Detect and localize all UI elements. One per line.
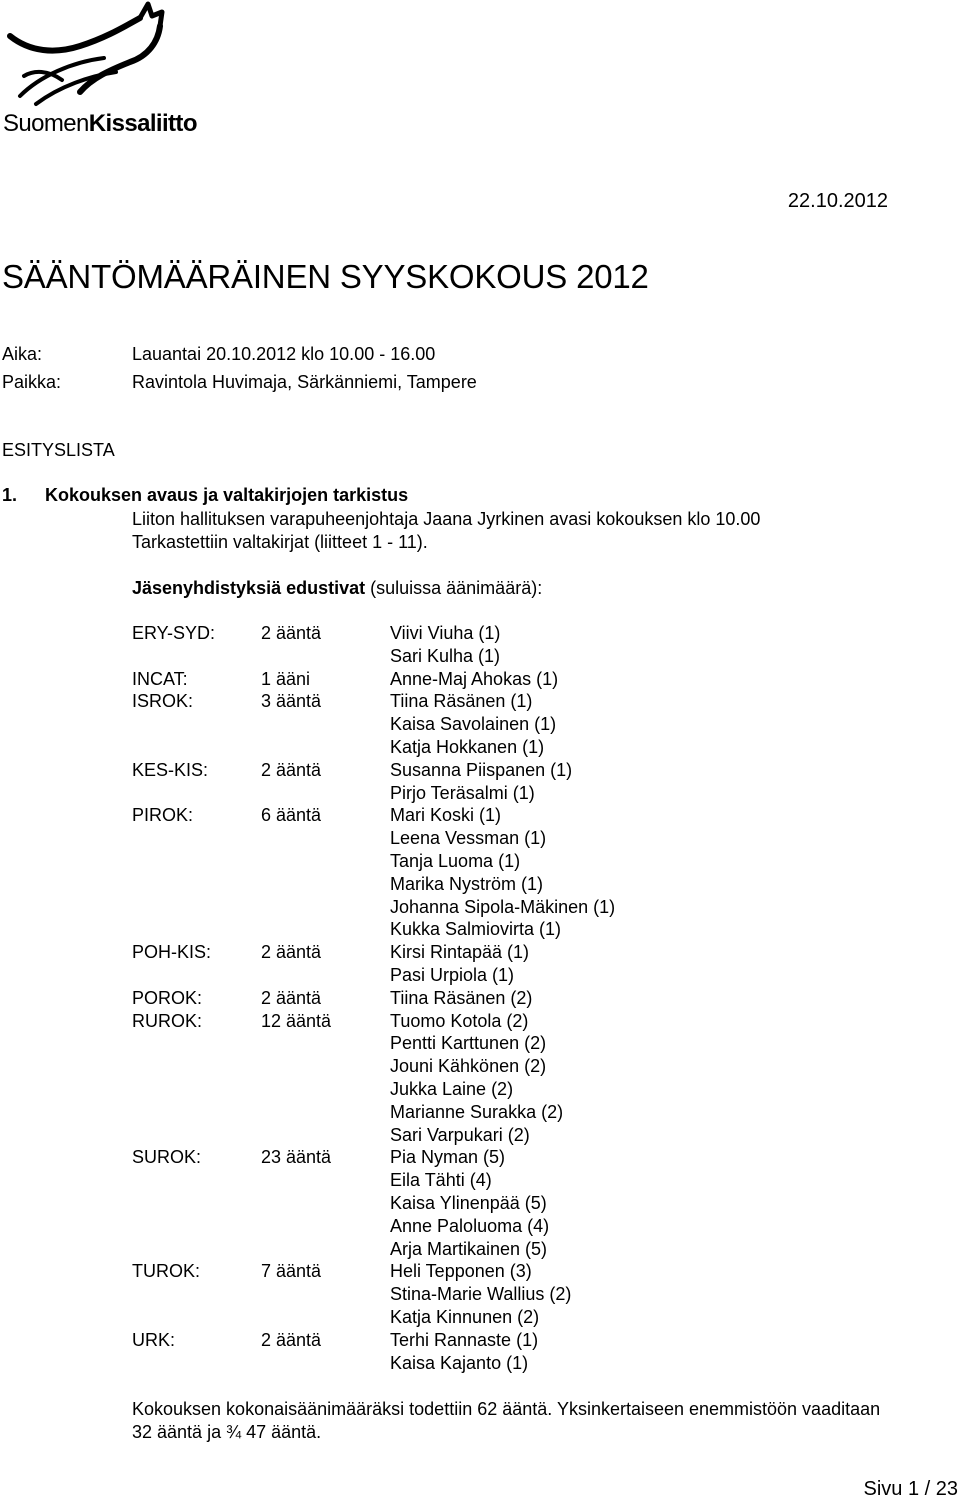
logo-wordmark-regular: Suomen <box>3 110 89 137</box>
representatives-rest: (suluissa äänimäärä): <box>365 578 543 598</box>
page-number: Sivu 1 / 23 <box>863 1478 958 1500</box>
representative-name: Kukka Salmiovirta (1) <box>390 919 562 940</box>
vote-count: 7 ääntä <box>261 1261 322 1282</box>
table-row <box>132 713 952 736</box>
representatives-bold: Jäsenyhdistyksiä edustivat <box>132 578 366 598</box>
total-votes-line-2: 32 ääntä ja ¾ 47 ääntä. <box>132 1422 322 1442</box>
vote-count: 2 ääntä <box>261 987 322 1008</box>
table-row <box>132 1352 952 1375</box>
table-row <box>132 873 952 896</box>
table-row <box>132 827 952 850</box>
representative-name: Sari Varpukari (2) <box>390 1124 530 1145</box>
club-name: SUROK: <box>132 1147 202 1168</box>
vote-count: 23 ääntä <box>261 1147 332 1168</box>
representative-name: Heli Tepponen (3) <box>390 1261 532 1282</box>
logo-wordmark-bold: Kissaliitto <box>88 110 197 137</box>
document-date: 22.10.2012 <box>787 190 888 212</box>
table-row <box>132 850 952 873</box>
club-name: KES-KIS: <box>132 759 209 780</box>
representative-name: Jouni Kähkönen (2) <box>390 1056 547 1077</box>
table-row <box>132 1260 952 1283</box>
representative-name: Kaisa Savolainen (1) <box>390 714 557 735</box>
table-row <box>132 1146 952 1169</box>
table-row <box>132 1032 952 1055</box>
representative-name: Terhi Rannaste (1) <box>390 1329 539 1350</box>
club-name: TUROK: <box>132 1261 201 1282</box>
table-row <box>132 736 952 759</box>
representative-name: Tiina Räsänen (1) <box>390 691 533 712</box>
representative-name: Leena Vessman (1) <box>390 828 547 849</box>
vote-count: 1 ääni <box>261 668 311 689</box>
representative-name: Viivi Viuha (1) <box>390 623 501 643</box>
vote-count: 2 ääntä <box>261 623 322 643</box>
table-row <box>132 941 952 964</box>
total-votes-line-1: Kokouksen kokonaisäänimääräksi todettiin 62 ääntä. Yksinkertaiseen enemmistöön vaaditaan <box>132 1399 881 1419</box>
representative-name: Marianne Surakka (2) <box>390 1101 564 1122</box>
vote-count: 6 ääntä <box>261 805 322 826</box>
representative-name: Johanna Sipola-Mäkinen (1) <box>390 896 616 917</box>
vote-count: 2 ääntä <box>261 942 322 963</box>
club-name: ERY-SYD: <box>132 623 216 643</box>
table-row <box>132 1124 952 1147</box>
representative-name: Tuomo Kotola (2) <box>390 1010 529 1031</box>
table-row <box>132 1283 952 1306</box>
table-row <box>132 896 952 919</box>
table-row <box>132 690 952 713</box>
table-row <box>132 918 952 941</box>
representative-name: Sari Kulha (1) <box>390 645 501 666</box>
club-name: PIROK: <box>132 805 194 826</box>
representative-name: Kaisa Ylinenpää (5) <box>390 1192 547 1213</box>
club-name: URK: <box>132 1329 176 1350</box>
opening-text: Liiton hallituksen varapuheenjohtaja Jaana Jyrkinen avasi kokouksen klo 10.00 <box>132 509 761 529</box>
document-title: SÄÄNTÖMÄÄRÄINEN SYYSKOKOUS 2012 <box>2 258 649 295</box>
table-row <box>132 1215 952 1238</box>
table-row <box>132 804 952 827</box>
agenda-heading: ESITYSLISTA <box>2 440 115 460</box>
table-row <box>132 645 952 668</box>
club-name: INCAT: <box>132 668 188 689</box>
table-row <box>132 759 952 782</box>
representative-name: Katja Hokkanen (1) <box>390 736 545 757</box>
representative-name: Jukka Laine (2) <box>390 1078 514 1099</box>
table-row <box>132 622 952 645</box>
table-row <box>132 1010 952 1033</box>
representative-name: Pirjo Teräsalmi (1) <box>390 782 535 803</box>
table-row <box>132 1055 952 1078</box>
club-name: RUROK: <box>132 1010 203 1031</box>
representative-name: Marika Nyström (1) <box>390 873 544 894</box>
vote-count: 3 ääntä <box>261 691 322 712</box>
table-row <box>132 668 952 691</box>
logo-wordmark <box>3 110 197 138</box>
representative-name: Katja Kinnunen (2) <box>390 1306 540 1327</box>
cat-logo-icon <box>0 0 220 110</box>
time-value: Lauantai 20.10.2012 klo 10.00 - 16.00 <box>132 344 436 364</box>
representative-name: Pia Nyman (5) <box>390 1147 506 1168</box>
representative-name: Pentti Karttunen (2) <box>390 1033 547 1054</box>
place-label: Paikka: <box>2 372 62 392</box>
table-row <box>132 964 952 987</box>
club-name: POH-KIS: <box>132 942 212 963</box>
representative-name: Kirsi Rintapää (1) <box>390 942 530 963</box>
organization-logo <box>0 0 220 145</box>
representative-name: Kaisa Kajanto (1) <box>390 1352 529 1373</box>
representative-name: Tiina Räsänen (2) <box>390 987 533 1008</box>
table-row <box>132 1192 952 1215</box>
table-row <box>132 1238 952 1261</box>
vote-count: 2 ääntä <box>261 1329 322 1350</box>
representative-name: Susanna Piispanen (1) <box>390 759 573 780</box>
club-name: POROK: <box>132 987 203 1008</box>
representative-name: Tanja Luoma (1) <box>390 850 521 871</box>
table-row <box>132 1329 952 1352</box>
table-row <box>132 987 952 1010</box>
table-row <box>132 1306 952 1329</box>
representative-name: Anne-Maj Ahokas (1) <box>390 668 559 689</box>
vote-count: 2 ääntä <box>261 759 322 780</box>
representative-name: Arja Martikainen (5) <box>390 1238 548 1259</box>
representative-name: Pasi Urpiola (1) <box>390 964 515 985</box>
club-name: ISROK: <box>132 691 194 712</box>
time-label: Aika: <box>2 344 43 364</box>
table-row <box>132 1169 952 1192</box>
table-row <box>132 1101 952 1124</box>
table-row <box>132 782 952 805</box>
representative-name: Mari Koski (1) <box>390 805 502 826</box>
representatives-table <box>132 622 952 1374</box>
agenda-item-number: 1. <box>2 485 18 505</box>
representative-name: Stina-Marie Wallius (2) <box>390 1284 572 1305</box>
representatives-intro <box>132 578 542 599</box>
place-value: Ravintola Huvimaja, Särkänniemi, Tampere <box>132 372 477 392</box>
agenda-item-title: Kokouksen avaus ja valtakirjojen tarkistus <box>45 485 409 505</box>
table-row <box>132 1078 952 1101</box>
credentials-text: Tarkastettiin valtakirjat (liitteet 1 - 11). <box>132 532 428 552</box>
total-votes <box>132 1398 880 1444</box>
representative-name: Eila Tähti (4) <box>390 1170 492 1191</box>
representative-name: Anne Paloluoma (4) <box>390 1215 550 1236</box>
vote-count: 12 ääntä <box>261 1010 332 1031</box>
